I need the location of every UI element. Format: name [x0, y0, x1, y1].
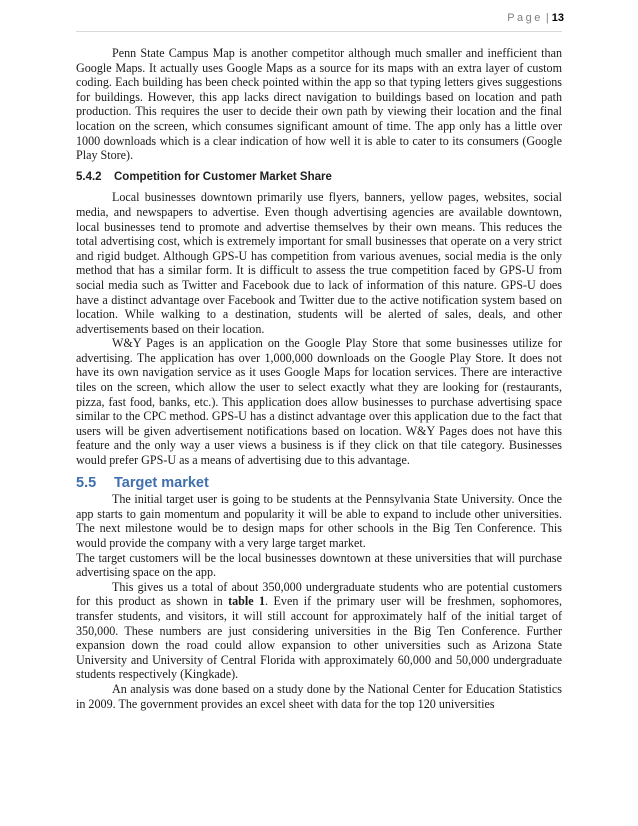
- header-separator: |: [545, 12, 549, 24]
- table-reference: table 1: [228, 594, 266, 609]
- paragraph-wy-pages: W&Y Pages is an application on the Google Play Store that some businesses utilize for advertising. The application has over 1,000,000 downloads on the Google Play Store. It does not have its own navigation service as it uses Google Maps for location services. There are interactive tiles on the screen, which allow the user to select exactly what they are looking for (restaurants, pizza, fast food, banks, etc.). This application does allow businesses to purchase advertising space similar to the CPC method. GPS-U has a distinct advantage over this application due to the fact that users will be given advertisement notifications based on location. W&Y Pages does not have this feature and the only way a user views a business is if they click on that tile category. Businesses would prefer GPS-U as a means of advertising due to this advantage.: [76, 336, 562, 468]
- paragraph-local-businesses: Local businesses downtown primarily use flyers, banners, yellow pages, websites, social media, and newspapers to advertise. Even though advertising agencies are available downtown, local businesses tend to promote and advertise themselves by their own means. This reduces the total advertising cost, which is extremely important for small businesses that operate on a very strict and rigid budget. Although GPS-U has competition from various avenues, social media is the only method that has a similar form. It is difficult to assess the true competition faced by GPS-U from social media such as Twitter and Facebook due to lack of information of this nature. GPS-U does have a distinct advantage over Facebook and Twitter due to the active notification system based on location. While walking to a destination, students will be alerted of sales, deals, and other advertisements based on their location.: [76, 190, 562, 336]
- paragraph-student-totals: [76, 580, 562, 682]
- section-title: Target market: [114, 474, 209, 491]
- text-run: This gives us a total of about 350,000 undergraduate students who are potential customers for this product as shown in: [76, 579, 562, 609]
- paragraph-analysis: An analysis was done based on a study done by the National Center for Education Statistics in 2009. The government provides an excel sheet with data for the top 120 universities: [76, 681, 562, 711]
- page-label: Page: [507, 12, 543, 24]
- text-run: . Even if the primary user will be freshmen, sophomores, transfer students, and visitors, it will still account for approximately half of the initial target of 350,000. These numbers are just considering universities in the Big Ten Conference. Further expansion down the road could allow expansion to other universities such as Arizona State University and University of Central Florida with approximately 60,000 and 50,000 undergraduate students respectively (Kingkade).: [76, 594, 562, 682]
- paragraph-target-user: The initial target user is going to be students at the Pennsylvania State University. Once the app starts to gain momentum and popularity it will be able to expand to include other universities. The next milestone would be to design maps for other schools in the Big Ten Conference. This would provide the company with a very large target market.: [76, 492, 562, 550]
- section-heading-5-5: [76, 476, 562, 491]
- section-number: 5.4.2: [76, 170, 102, 183]
- section-heading-5-4-2: [76, 170, 562, 185]
- section-number: 5.5: [76, 474, 97, 491]
- paragraph-campus-map: Penn State Campus Map is another competitor although much smaller and inefficient than Google Maps. It actually uses Google Maps as a source for its maps with an extra layer of custom coding. Each building has been check pointed within the app so that typing letters gives suggestions for buildings. However, this app lacks direct navigation to buildings based on location and path production. This requires the user to decide their own path by viewing their location and the final location on the screen, which consumes significant amount of time. The app only has a little over 1000 downloads which is a clear indication of how well it is able to cater to its consumers (Google Play Store).: [76, 46, 562, 163]
- page-number: 13: [551, 12, 564, 24]
- section-title: Competition for Customer Market Share: [114, 170, 332, 183]
- page-body: [76, 46, 562, 711]
- paragraph-target-customers: The target customers will be the local businesses downtown at these universities that will purchase advertising space on the app.: [76, 550, 562, 580]
- page-header: [507, 12, 564, 24]
- header-rule: [76, 31, 562, 32]
